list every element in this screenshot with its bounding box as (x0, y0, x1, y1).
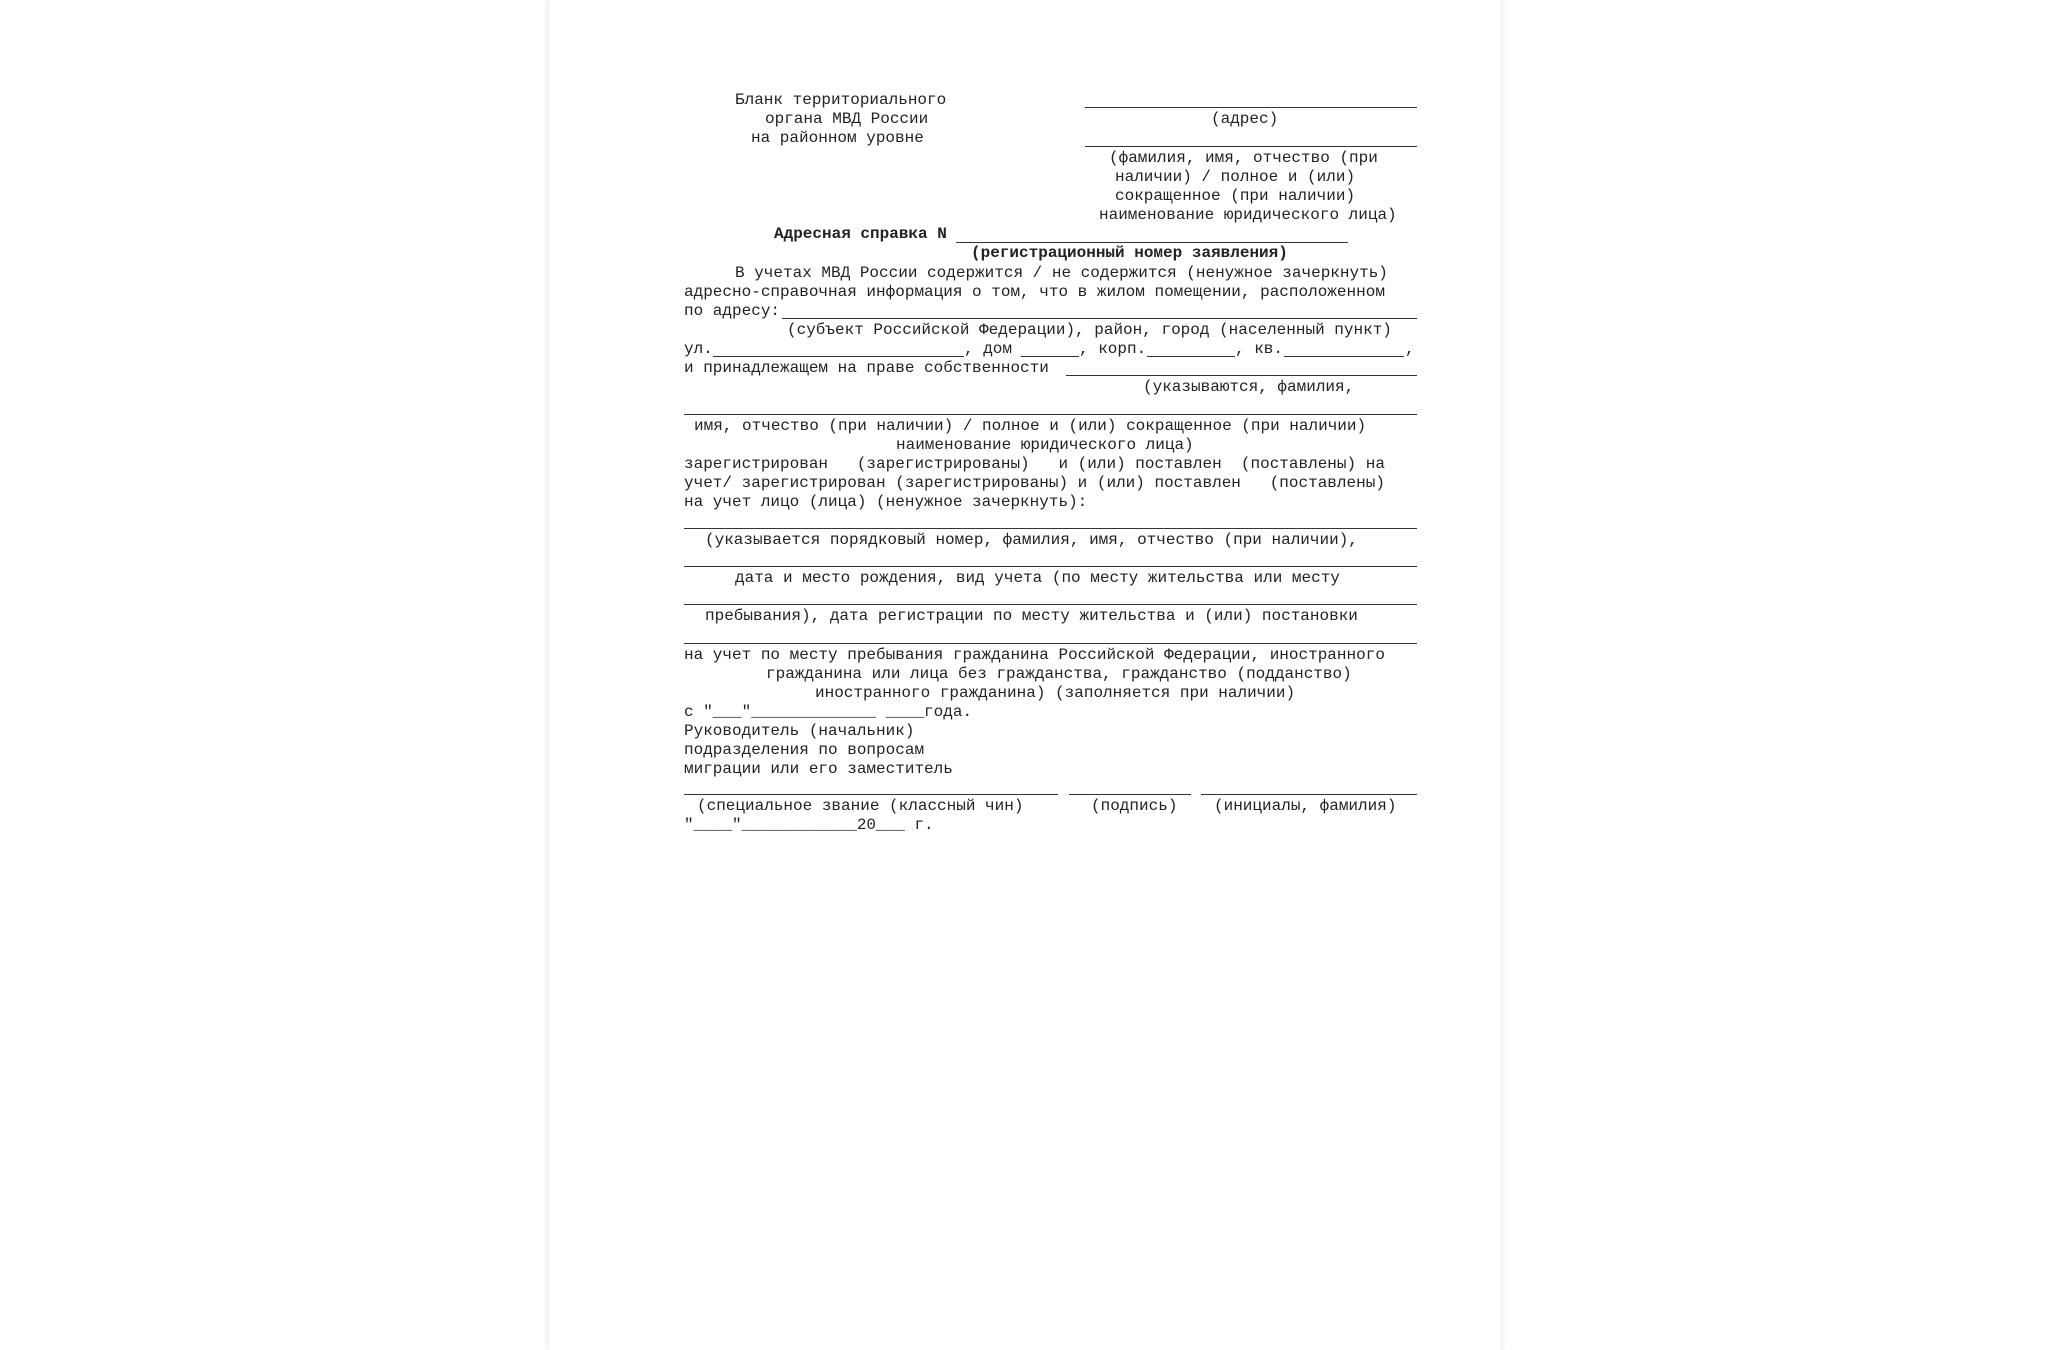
initials-input-line[interactable] (1201, 794, 1417, 795)
signatory-title-line-1: Руководитель (начальник) (684, 722, 915, 740)
signature-input-line[interactable] (1069, 794, 1191, 795)
registration-line-1: зарегистрирован (зарегистрированы) и (или) поставлен (поставлены) на (684, 455, 1385, 473)
person-caption-line-3: пребывания), дата регистрации по месту жительства и (или) постановки (705, 607, 1358, 625)
recipient-caption-line-3: сокращенное (при наличии) (1115, 187, 1356, 205)
signature-caption: (подпись) (1091, 797, 1178, 815)
person-caption-line-4: на учет по месту пребывания гражданина Российской Федерации, иностранного (684, 646, 1385, 664)
signature-date-line[interactable]: "____"____________20___ г. (684, 816, 934, 834)
paragraph-1-line-1: В учетах МВД России содержится / не содержится (ненужное зачеркнуть) (735, 264, 1388, 282)
person-caption-line-1: (указывается порядковый номер, фамилия, имя, отчество (при наличии), (705, 531, 1358, 549)
recipient-caption-line-4: наименование юридического лица) (1099, 206, 1397, 224)
building-label: , корп. (1079, 340, 1147, 358)
person-caption-line-2: дата и место рождения, вид учета (по месту жительства или месту (735, 569, 1340, 587)
registration-line-2: учет/ зарегистрирован (зарегистрированы) и (или) поставлен (поставлены) (684, 474, 1385, 492)
signatory-title-line-3: миграции или его заместитель (684, 760, 953, 778)
address-caption: (адрес) (1211, 110, 1279, 128)
street-label: ул. (684, 340, 713, 358)
address-input-line[interactable] (1085, 107, 1417, 108)
person-input-line-1[interactable] (684, 528, 1417, 529)
recipient-caption-line-1: (фамилия, имя, отчество (при (1109, 149, 1378, 167)
apartment-input-line[interactable] (1284, 356, 1404, 357)
owner-input-line-2[interactable] (684, 414, 1417, 415)
owner-caption-line-1: (указываются, фамилия, (1143, 378, 1355, 396)
person-caption-line-5: гражданина или лица без гражданства, гражданство (подданство) (766, 665, 1352, 683)
registration-number-input-line[interactable] (956, 242, 1348, 243)
ownership-label: и принадлежащем на праве собственности (684, 359, 1049, 377)
street-line-end: , (1405, 340, 1415, 358)
house-label: , дом (964, 340, 1013, 358)
paragraph-1-line-2: адресно-справочная информация о том, что в жилом помещении, расположенном (684, 283, 1385, 301)
owner-caption-line-2: имя, отчество (при наличии) / полное и (или) сокращенное (при наличии) (694, 417, 1367, 435)
header-left-line-1: Бланк территориального (735, 91, 947, 109)
person-input-line-3[interactable] (684, 604, 1417, 605)
header-left-line-3: на районном уровне (751, 129, 924, 147)
owner-input-line-1[interactable] (1066, 375, 1417, 376)
owner-caption-line-3: наименование юридического лица) (896, 436, 1194, 454)
registration-number-caption: (регистрационный номер заявления) (971, 244, 1288, 262)
building-input-line[interactable] (1147, 356, 1235, 357)
since-date-line[interactable]: с "___"_____________ ____года. (684, 703, 973, 721)
address-region-caption: (субъект Российской Федерации), район, город (населенный пункт) (787, 321, 1392, 339)
address-region-input-line[interactable] (782, 318, 1417, 319)
apartment-label: , кв. (1235, 340, 1284, 358)
house-input-line[interactable] (1021, 356, 1079, 357)
paragraph-1-line-3: по адресу: (684, 302, 781, 320)
signatory-title-line-2: подразделения по вопросам (684, 741, 925, 759)
initials-caption: (инициалы, фамилия) (1214, 797, 1397, 815)
recipient-caption-line-2: наличии) / полное и (или) (1115, 168, 1356, 186)
person-input-line-2[interactable] (684, 566, 1417, 567)
person-input-line-4[interactable] (684, 643, 1417, 644)
document-page (548, 0, 1502, 1350)
rank-input-line[interactable] (684, 794, 1058, 795)
recipient-name-input-line[interactable] (1085, 146, 1417, 147)
person-caption-line-6: иностранного гражданина) (заполняется при наличии) (815, 684, 1296, 702)
document-title: Адресная справка N (774, 225, 947, 243)
header-left-line-2: органа МВД России (765, 110, 929, 128)
rank-caption: (специальное звание (классный чин) (697, 797, 1024, 815)
street-input-line[interactable] (713, 356, 964, 357)
registration-line-3: на учет лицо (лица) (ненужное зачеркнуть): (684, 493, 1088, 511)
